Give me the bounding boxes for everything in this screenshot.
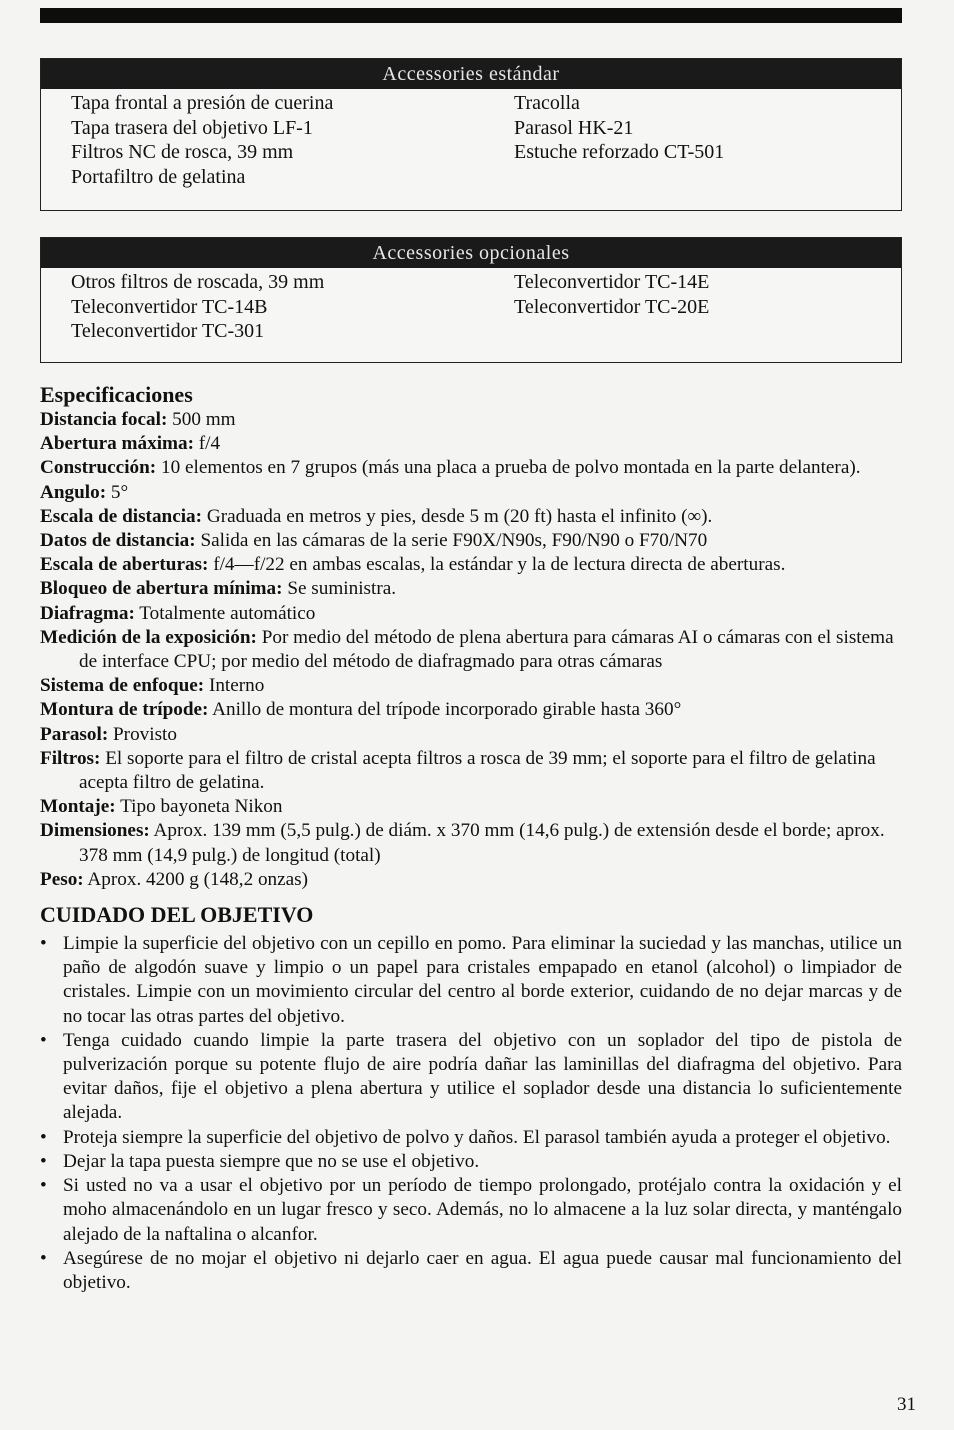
spec-value: Por medio del método de plena abertura para cámaras AI o cámaras con el sistema de interface CPU; por medio del método de diafragmado para otras cámaras [79, 626, 894, 673]
spec-row [40, 481, 902, 505]
spec-label: Datos de distancia: [40, 530, 196, 552]
page-number: 31 [897, 1394, 916, 1415]
spec-row [40, 456, 902, 480]
spec-value: Aprox. 139 mm (5,5 pulg.) de diám. x 370 mm (14,6 pulg.) de extensión desde el borde; aprox. 378 mm (14,9 pulg.) de longitud (total) [79, 820, 885, 866]
care-text: Asegúrese de no mojar el objetivo ni dejarlo caer en agua. El agua puede causar mal funcionamiento del objetivo. [63, 1247, 902, 1293]
spec-label: Sistema de enfoque: [40, 675, 205, 697]
care-text: Dejar la tapa puesta siempre que no se use el objetivo. [63, 1150, 480, 1172]
spec-value: Provisto [108, 723, 177, 745]
bullet-icon: • [40, 1029, 47, 1051]
spec-label: Dimensiones: [40, 820, 150, 842]
spec-label: Escala de aberturas: [40, 554, 209, 576]
list-item: Portafiltro de gelatina [71, 165, 246, 188]
spec-value: Interno [204, 675, 265, 697]
care-text: Proteja siempre la superficie del objetivo de polvo y daños. El parasol también ayuda a proteger el objetivo. [63, 1126, 891, 1148]
spec-value: Tipo bayoneta Nikon [115, 796, 283, 818]
spec-label: Distancia focal: [40, 409, 168, 430]
bullet-icon: • [40, 933, 47, 955]
spec-row [40, 577, 902, 601]
spec-value: Se suministra. [282, 578, 397, 600]
care-list [40, 932, 902, 1295]
care-heading: CUIDADO DEL OBJETIVO [40, 902, 314, 928]
standard-accessories-title: Accessories estándar [41, 59, 901, 89]
spec-value: Graduada en metros y pies, desde 5 m (20 ft) hasta el infinito (∞). [202, 505, 713, 527]
list-item: Teleconvertidor TC-14B [71, 295, 268, 318]
optional-accessories-box [40, 237, 902, 363]
spec-label: Montaje: [40, 796, 116, 818]
list-item: Teleconvertidor TC-20E [514, 295, 710, 318]
list-item [40, 1174, 902, 1247]
bullet-icon: • [40, 1126, 47, 1148]
spec-value: 500 mm [167, 409, 236, 430]
list-item: Otros filtros de roscada, 39 mm [71, 271, 325, 293]
list-item: Tapa trasera del objetivo LF-1 [71, 116, 313, 139]
bullet-icon: • [40, 1175, 47, 1197]
standard-accessories-left-column [71, 91, 514, 189]
spec-value: Aprox. 4200 g (148,2 onzas) [83, 868, 309, 890]
spec-row [40, 674, 902, 698]
spec-label: Parasol: [40, 723, 109, 745]
standard-accessories-box [40, 58, 902, 211]
spec-label: Angulo: [40, 481, 107, 503]
list-item: Tapa frontal a presión de cuerina [71, 92, 334, 114]
care-text: Tenga cuidado cuando limpie la parte trasera del objetivo con un soplador del tipo de pistola de pulverización porque su potente flujo de aire podría dañar las laminillas del diafragma del objetivo. Para evitar daños, fije el objetivo a plena abertura y utilice el soplador desde una distancia lo suficientemente alejada. [63, 1029, 902, 1124]
optional-accessories-left-column [71, 270, 514, 344]
spec-value: f/4—f/22 en ambas escalas, la estándar y la de lectura directa de aberturas. [208, 554, 786, 576]
list-item [40, 1247, 902, 1295]
spec-row [40, 795, 902, 819]
spec-label: Filtros: [40, 747, 101, 769]
spec-row [40, 529, 902, 553]
list-item: Teleconvertidor TC-14E [514, 271, 710, 293]
spec-row [40, 408, 902, 432]
spec-label: Construcción: [40, 457, 157, 479]
list-item [40, 1126, 902, 1150]
standard-accessories-right-column [514, 91, 894, 189]
list-item: Estuche reforzado CT-501 [514, 141, 725, 163]
spec-row [40, 819, 902, 867]
spec-row [40, 698, 902, 722]
spec-row [40, 432, 902, 456]
spec-label: Diafragma: [40, 602, 135, 624]
spec-label: Medición de la exposición: [40, 626, 257, 648]
main-content [40, 382, 902, 1295]
optional-accessories-right-column [514, 270, 894, 344]
spec-value: Anillo de montura del trípode incorporado girable hasta 360° [208, 699, 682, 721]
spec-label: Peso: [40, 868, 84, 890]
specs-list [40, 408, 902, 892]
spec-row [40, 868, 902, 892]
list-item [40, 1150, 902, 1174]
care-text: Si usted no va a usar el objetivo por un período de tiempo prolongado, protéjalo contra la oxidación y el moho almacenándolo en un lugar fresco y seco. Además, no lo almacene a la luz solar directa, y manténgalo alejado de la naftalina o alcanfor. [63, 1175, 902, 1245]
spec-row [40, 626, 902, 674]
spec-value: El soporte para el filtro de cristal acepta filtros a rosca de 39 mm; el soporte para el filtro de gelatina acepta filtro de gelatina. [79, 747, 876, 794]
list-item: Filtros NC de rosca, 39 mm [71, 141, 294, 163]
spec-label: Montura de trípode: [40, 699, 209, 721]
spec-row [40, 553, 902, 577]
spec-label: Escala de distancia: [40, 505, 203, 527]
list-item [40, 932, 902, 1029]
bullet-icon: • [40, 1150, 47, 1172]
spec-value: Salida en las cámaras de la serie F90X/N90s, F90/N90 o F70/N70 [195, 530, 708, 552]
list-item [40, 1029, 902, 1126]
list-item: Teleconvertidor TC-301 [71, 320, 265, 342]
spec-value: 10 elementos en 7 grupos (más una placa a prueba de polvo montada en la parte delantera). [156, 457, 861, 479]
spec-label: Bloqueo de abertura mínima: [40, 578, 283, 600]
spec-label: Abertura máxima: [40, 433, 194, 455]
bullet-icon: • [40, 1247, 47, 1269]
specs-heading: Especificaciones [40, 382, 193, 407]
top-rule [40, 8, 902, 23]
spec-row [40, 505, 902, 529]
spec-value: f/4 [194, 433, 221, 455]
spec-value: 5° [106, 481, 129, 503]
spec-row [40, 723, 902, 747]
care-text: Limpie la superficie del objetivo con un cepillo en pomo. Para eliminar la suciedad y las manchas, utilice un paño de algodón suave y limpio o un papel para cristales empapado en etanol (alcohol) o limpiador de cristales. Limpie con un movimiento circular del centro al borde exterior, cuidando de no dejar marcas y de no tocar las otras partes del objetivo. [63, 933, 902, 1027]
spec-row [40, 747, 902, 795]
list-item: Tracolla [514, 92, 580, 114]
spec-value: Totalmente automático [134, 602, 316, 624]
optional-accessories-title: Accessories opcionales [41, 238, 901, 268]
spec-row [40, 602, 902, 626]
list-item: Parasol HK-21 [514, 116, 634, 139]
